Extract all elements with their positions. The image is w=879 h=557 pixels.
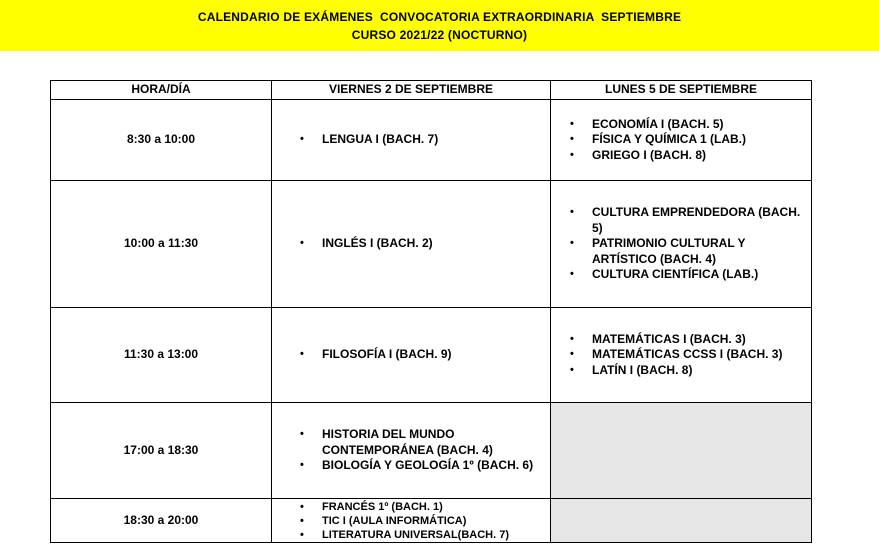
friday-exams-cell bbox=[272, 403, 551, 499]
exam-list bbox=[272, 236, 550, 252]
column-header-monday: LUNES 5 DE SEPTIEMBRE bbox=[551, 81, 812, 100]
time-slot: 11:30 a 13:00 bbox=[51, 308, 272, 403]
exam-list bbox=[272, 347, 550, 363]
friday-exams-cell bbox=[272, 100, 551, 181]
table-header-row bbox=[51, 81, 812, 100]
exam-item: • FILOSOFÍA I (BACH. 9) bbox=[322, 347, 544, 363]
monday-exams-cell bbox=[551, 181, 812, 308]
friday-exams-cell bbox=[272, 499, 551, 543]
exam-item: • FRANCÉS 1º (BACH. 1) bbox=[322, 500, 544, 514]
exam-item: • INGLÉS I (BACH. 2) bbox=[322, 236, 544, 252]
monday-exams-cell bbox=[551, 499, 812, 543]
monday-exams-cell bbox=[551, 308, 812, 403]
time-slot: 8:30 a 10:00 bbox=[51, 100, 272, 181]
exam-item: • GRIEGO I (BACH. 8) bbox=[592, 148, 805, 164]
exam-item: • LENGUA I (BACH. 7) bbox=[322, 132, 544, 148]
exam-list bbox=[551, 332, 811, 379]
exam-item: • FÍSICA Y QUÍMICA 1 (LAB.) bbox=[592, 132, 805, 148]
exam-item: • PATRIMONIO CULTURAL Y ARTÍSTICO (BACH. 4) bbox=[592, 236, 805, 267]
time-slot: 18:30 a 20:00 bbox=[51, 499, 272, 543]
table-row bbox=[51, 403, 812, 499]
exam-schedule-table bbox=[50, 80, 812, 543]
table-row bbox=[51, 100, 812, 181]
exam-item: • TIC I (AULA INFORMÁTICA) bbox=[322, 514, 544, 528]
table-row bbox=[51, 499, 812, 543]
exam-list bbox=[551, 117, 811, 164]
friday-exams-cell bbox=[272, 308, 551, 403]
table-row bbox=[51, 181, 812, 308]
exam-list bbox=[272, 427, 550, 474]
monday-exams-cell bbox=[551, 403, 812, 499]
exam-item: • MATEMÁTICAS CCSS I (BACH. 3) bbox=[592, 347, 805, 363]
friday-exams-cell bbox=[272, 181, 551, 308]
exam-item: • BIOLOGÍA Y GEOLOGÍA 1º (BACH. 6) bbox=[322, 458, 544, 474]
monday-exams-cell bbox=[551, 100, 812, 181]
time-slot: 10:00 a 11:30 bbox=[51, 181, 272, 308]
exam-item: • CULTURA EMPRENDEDORA (BACH. 5) bbox=[592, 205, 805, 236]
exam-item: • LITERATURA UNIVERSAL(BACH. 7) bbox=[322, 528, 544, 542]
exam-item: • CULTURA CIENTÍFICA (LAB.) bbox=[592, 267, 805, 283]
table-body bbox=[51, 100, 812, 543]
exam-item: • ECONOMÍA I (BACH. 5) bbox=[592, 117, 805, 133]
exam-list bbox=[272, 500, 550, 542]
table-row bbox=[51, 308, 812, 403]
time-slot: 17:00 a 18:30 bbox=[51, 403, 272, 499]
page-title: CALENDARIO DE EXÁMENES CONVOCATORIA EXTRAORDINARIA SEPTIEMBRE bbox=[197, 9, 682, 24]
exam-item: • LATÍN I (BACH. 8) bbox=[592, 363, 805, 379]
exam-item: • MATEMÁTICAS I (BACH. 3) bbox=[592, 332, 805, 348]
exam-item: • HISTORIA DEL MUNDO CONTEMPORÁNEA (BACH. 4) bbox=[322, 427, 544, 458]
exam-list bbox=[272, 132, 550, 148]
exam-list bbox=[551, 205, 811, 283]
column-header-friday: VIERNES 2 DE SEPTIEMBRE bbox=[272, 81, 551, 100]
page-subtitle: CURSO 2021/22 (NOCTURNO) bbox=[351, 27, 528, 42]
column-header-time: HORA/DÍA bbox=[51, 81, 272, 100]
header-banner bbox=[0, 0, 879, 51]
